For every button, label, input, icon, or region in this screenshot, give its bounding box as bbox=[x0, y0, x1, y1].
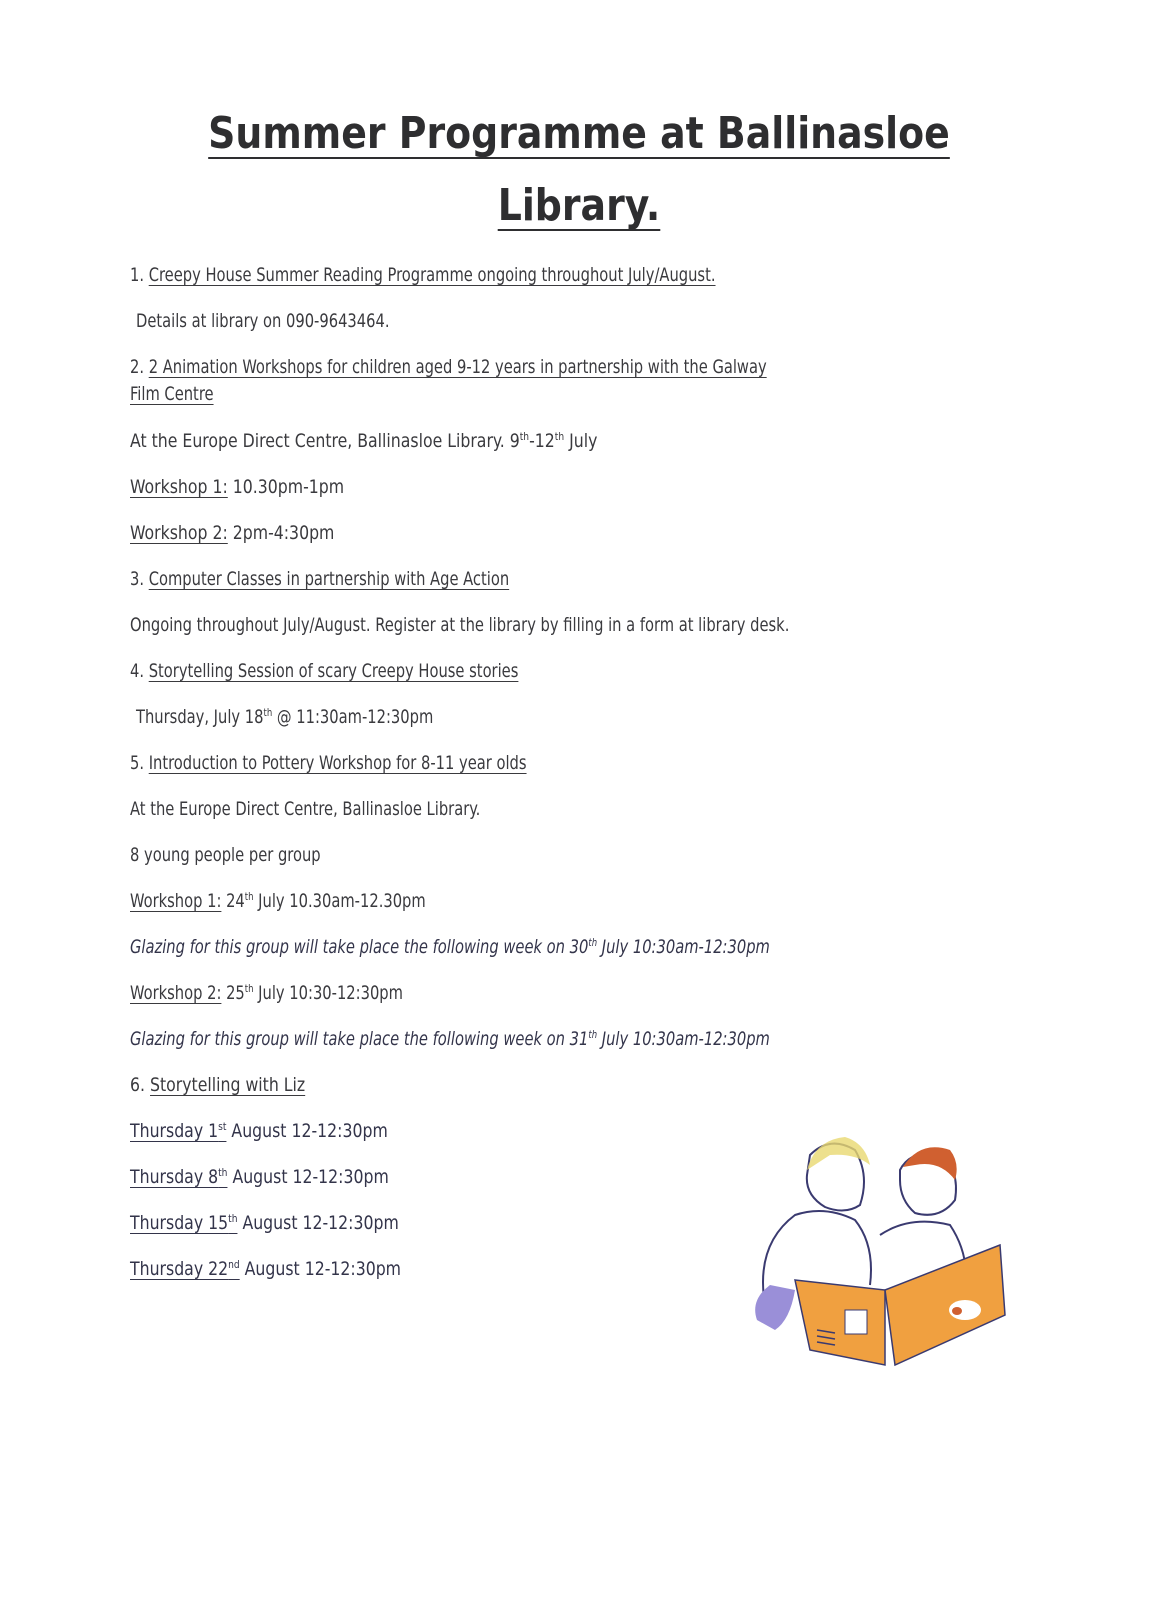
item-5-heading: 5. Introduction to Pottery Workshop for 8-11 year olds bbox=[130, 752, 527, 774]
item-2-workshop-1: Workshop 1: 10.30pm-1pm bbox=[130, 476, 345, 498]
item-6-session-1: Thursday 1st August 12-12:30pm bbox=[130, 1120, 388, 1142]
item-2-heading-cont: Film Centre bbox=[130, 383, 214, 405]
item-6-session-4: Thursday 22nd August 12-12:30pm bbox=[130, 1258, 402, 1280]
item-2-workshop-2: Workshop 2: 2pm-4:30pm bbox=[130, 522, 335, 544]
item-5-workshop-1: Workshop 1: 24th July 10.30am-12.30pm bbox=[130, 890, 426, 912]
page-title-line2: Library. bbox=[497, 180, 661, 231]
item-6-session-2: Thursday 8th August 12-12:30pm bbox=[130, 1166, 389, 1188]
item-6-session-3: Thursday 15th August 12-12:30pm bbox=[130, 1212, 399, 1234]
item-5-location: At the Europe Direct Centre, Ballinasloe Library. bbox=[130, 798, 481, 820]
item-3-heading: 3. Computer Classes in partnership with Age Action bbox=[130, 568, 510, 590]
item-1-heading: 1. Creepy House Summer Reading Programme ongoing throughout July/August. bbox=[130, 264, 716, 286]
item-5-workshop-2: Workshop 2: 25th July 10:30-12:30pm bbox=[130, 982, 403, 1004]
item-5-workshop-1-glazing: Glazing for this group will take place the following week on 30th July 10:30am-12:30pm bbox=[130, 936, 770, 958]
item-5-workshop-2-glazing: Glazing for this group will take place the following week on 31th July 10:30am-12:30pm bbox=[130, 1028, 770, 1050]
item-1-details: Details at library on 090-9643464. bbox=[136, 310, 390, 332]
item-5-group-size: 8 young people per group bbox=[130, 844, 321, 866]
children-reading-book-icon bbox=[735, 1115, 1015, 1370]
item-2-location: At the Europe Direct Centre, Ballinasloe Library. 9th-12th July bbox=[130, 430, 598, 452]
item-2-heading: 2. 2 Animation Workshops for children aged 9-12 years in partnership with the Galway bbox=[130, 356, 767, 378]
page-title-line1: Summer Programme at Ballinasloe bbox=[208, 108, 950, 159]
item-4-heading: 4. Storytelling Session of scary Creepy House stories bbox=[130, 660, 519, 682]
item-4-date: Thursday, July 18th @ 11:30am-12:30pm bbox=[136, 706, 434, 728]
item-3-details: Ongoing throughout July/August. Register at the library by filling in a form at library desk. bbox=[130, 614, 790, 636]
item-6-heading: 6. Storytelling with Liz bbox=[130, 1074, 306, 1096]
